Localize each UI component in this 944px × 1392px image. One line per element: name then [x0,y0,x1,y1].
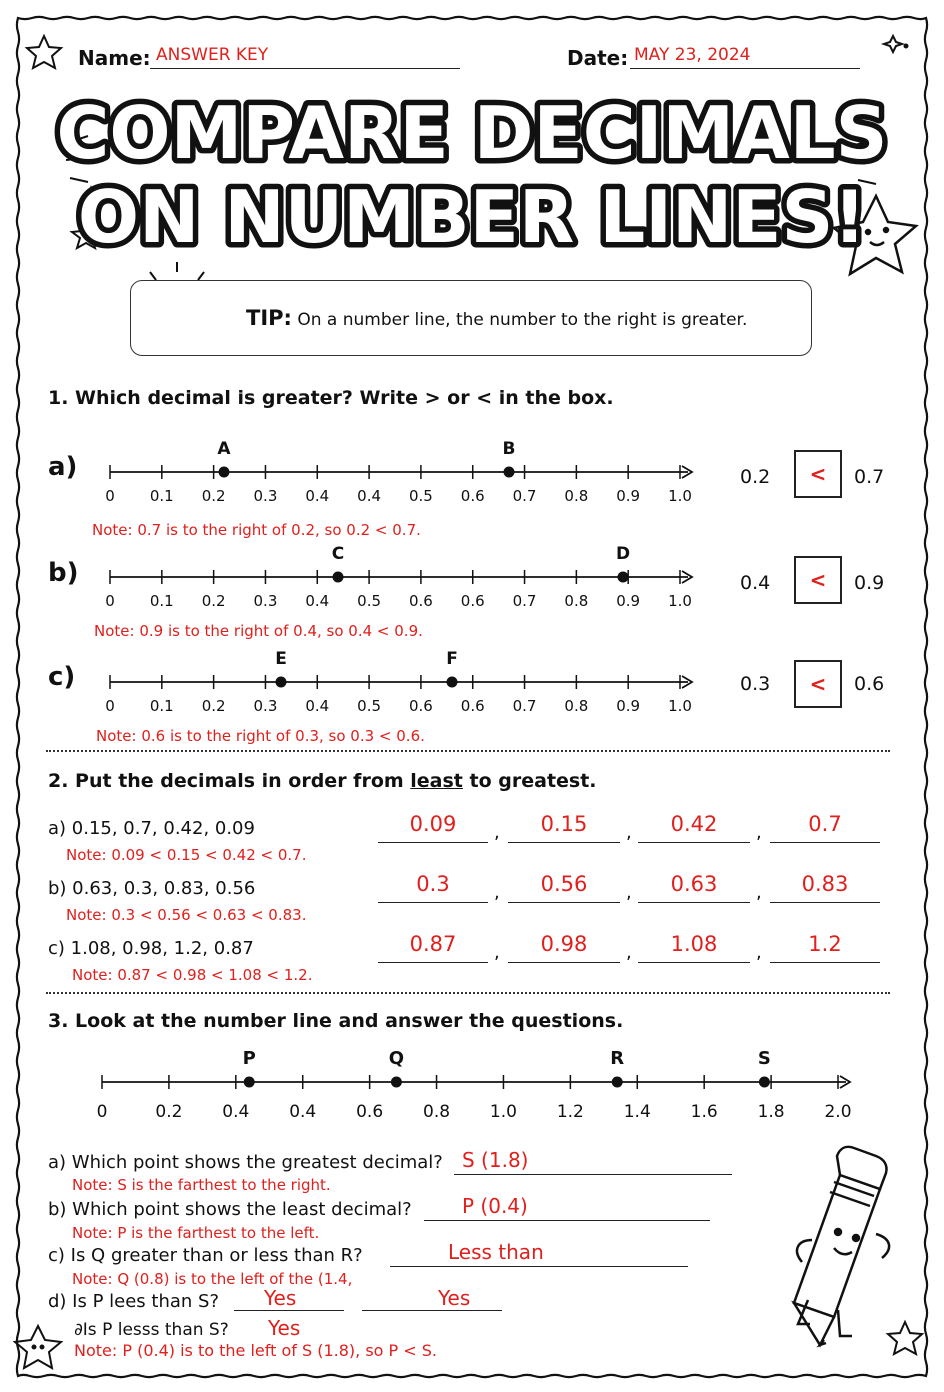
q1c-note: Note: 0.6 is to the right of 0.3, so 0.3 < 0.6. [96,727,425,745]
q1-2-tick-label: 0.4 [305,697,330,715]
q1b-right: 0.9 [854,572,885,594]
title-line-1: COMPARE DECIMALS [56,91,888,175]
answer-line [234,1310,344,1311]
separator: , [626,822,632,843]
q2-answer[interactable]: 0.87 [409,932,457,956]
separator: , [494,942,500,963]
q1-2-point-label: E [275,649,287,669]
q1-0-point-label: B [502,439,516,459]
q2-answer[interactable]: 0.42 [670,812,718,836]
tip-label: TIP: [246,306,292,330]
q1-2-tick-label: 0.7 [512,697,537,715]
q3-final-note: Note: P (0.4) is to the left of S (1.8), so P < S. [74,1341,437,1360]
q2-heading-post: to greatest. [462,770,597,792]
q1-2-tick-label: 0.9 [616,697,641,715]
q3-tick-label: 0.8 [423,1102,451,1122]
q3d-answer-2[interactable]: Yes [438,1286,471,1310]
date-label: Date: [567,46,629,70]
q1-2-tick-label: 0.6 [460,697,485,715]
q2-prompt: b) 0.63, 0.3, 0.83, 0.56 [48,878,256,899]
q3c-note: Note: Q (0.8) is to the left of the (1.4, [72,1270,353,1288]
q1-0-tick-label: 0.6 [460,487,485,505]
q3-extra-question: ∂Is P lesss than S? [74,1320,229,1340]
q1a-left: 0.2 [740,466,771,488]
q1-2-tick-label: 0.1 [149,697,174,715]
q1-0-tick-label: 0.3 [253,487,278,505]
q3-extra-answer[interactable]: Yes [268,1316,301,1340]
q1-0-tick-label: 0.9 [616,487,641,505]
q3a-note: Note: S is the farthest to the right. [72,1176,331,1194]
q3b-question: b) Which point shows the least decimal? [48,1199,412,1220]
q2-answer[interactable]: 0.3 [416,872,450,896]
q3-heading: 3. Look at the number line and answer the questions. [48,1010,624,1032]
q1-heading: 1. Which decimal is greater? Write > or < in the box. [48,387,614,409]
tip-text: On a number line, the number to the right is greater. [297,310,748,330]
q1-0-tick-label: 0.4 [357,487,382,505]
title-line-2: ON NUMBER LINES! [77,175,867,259]
q3-tick-label: 2.0 [824,1102,852,1122]
q1-2-tick-label: 0.6 [408,697,433,715]
q3-tick-label: 0 [96,1102,108,1122]
answer-line [424,1220,710,1221]
q3-point-label: S [757,1048,771,1069]
q3-point [391,1077,402,1088]
q3-tick-label: 0.4 [222,1102,250,1122]
q2-answer[interactable]: 0.63 [670,872,718,896]
q1-1-tick-label: 1.0 [668,592,692,610]
answer-line [362,1310,502,1311]
q2-heading-underlined: least [410,770,463,792]
q3c-question: c) Is Q greater than or less than R? [48,1245,363,1266]
q1-0-tick-label: 0.1 [149,487,174,505]
name-label: Name: [78,46,151,70]
q2-heading-pre: 2. Put the decimals in order from [48,770,411,792]
q3d-answer[interactable]: Yes [264,1286,297,1310]
q1-1-tick-label: 0.3 [253,592,278,610]
q3b-answer[interactable]: P (0.4) [462,1194,528,1218]
q1-0-tick-label: 1.0 [668,487,692,505]
q1-0-point-label: A [217,439,231,459]
q1-1-point-label: C [331,544,345,564]
q1-2-tick-label: 0.3 [253,697,278,715]
q1c-left: 0.3 [740,673,771,695]
q1a-note: Note: 0.7 is to the right of 0.2, so 0.2 < 0.7. [92,521,421,539]
q1-0-tick-label: 0.7 [512,487,537,505]
q1-1-tick-label: 0.5 [357,592,382,610]
separator: , [756,882,762,903]
name-field[interactable]: ANSWER KEY [156,45,269,65]
q3a-answer[interactable]: S (1.8) [462,1148,529,1172]
q1-1-point-label: D [615,544,631,564]
q1c-label: c) [48,662,76,692]
q2-answer[interactable]: 1.2 [808,932,842,956]
q1-0-tick-label: 0 [105,487,115,505]
separator: , [494,882,500,903]
q3-point [244,1077,255,1088]
q3-tick-label: 1.0 [489,1102,517,1122]
separator: , [494,822,500,843]
q3c-answer[interactable]: Less than [448,1240,544,1264]
separator: , [626,882,632,903]
separator: , [626,942,632,963]
q1-1-tick-label: 0.2 [201,592,226,610]
q1-2-point-label: F [446,649,458,669]
separator: , [756,822,762,843]
q2-answer[interactable]: 0.15 [540,812,588,836]
q1b-label: b) [48,558,79,588]
q2-answer[interactable]: 0.83 [801,872,849,896]
q1-1-tick-label: 0.4 [305,592,330,610]
q3-tick-label: 1.2 [556,1102,584,1122]
q1b-left: 0.4 [740,572,771,594]
q1-2-tick-label: 0.5 [357,697,382,715]
q1-0-tick-label: 0.4 [305,487,330,505]
q3-point-label: P [242,1048,256,1069]
answer-line [390,1266,688,1267]
q1-0-tick-label: 0.5 [408,487,433,505]
q2-answer[interactable]: 0.98 [540,932,588,956]
date-field[interactable]: MAY 23, 2024 [634,45,751,65]
q1-2-tick-label: 1.0 [668,697,692,715]
q2-prompt: a) 0.15, 0.7, 0.42, 0.09 [48,818,255,839]
q1-2-tick-label: 0.8 [564,697,589,715]
q1-1-tick-label: 0 [105,592,115,610]
q3-point [759,1077,770,1088]
q1-1-tick-label: 0.6 [460,592,485,610]
q1-1-tick-label: 0.8 [564,592,589,610]
q3-tick-label: 1.4 [623,1102,651,1122]
q3-point-label: R [610,1048,625,1069]
q3-tick-label: 0.6 [356,1102,384,1122]
q3d-question: d) Is P lees than S? [48,1291,220,1312]
answer-line [454,1174,732,1175]
q3-tick-label: 0.2 [155,1102,183,1122]
separator: , [756,942,762,963]
q1-1-tick-label: 0.1 [149,592,174,610]
q1c-right: 0.6 [854,673,885,695]
q3-tick-label: 1.6 [690,1102,718,1122]
q1c-answer-box[interactable]: < [794,660,842,708]
q2-prompt: c) 1.08, 0.98, 1.2, 0.87 [48,938,254,959]
q1a-answer-box[interactable]: < [794,450,842,498]
q2-answer[interactable]: 0.56 [540,872,588,896]
q3b-note: Note: P is the farthest to the left. [72,1224,320,1242]
q1-1-tick-label: 0.7 [512,592,537,610]
q3-tick-label: 0.4 [289,1102,317,1122]
q1a-right: 0.7 [854,466,885,488]
q3-tick-label: 1.8 [757,1102,785,1122]
q2-note: Note: 0.87 < 0.98 < 1.08 < 1.2. [72,966,313,984]
q3-point-label: Q [388,1048,405,1069]
q1-0-tick-label: 0.2 [201,487,226,505]
q1-2-tick-label: 0 [105,697,115,715]
q1b-note: Note: 0.9 is to the right of 0.4, so 0.4 < 0.9. [94,622,423,640]
q1a-label: a) [48,452,78,482]
q2-answer[interactable]: 0.7 [808,812,842,836]
q3-point [612,1077,623,1088]
q1b-answer-box[interactable]: < [794,556,842,604]
q2-answer[interactable]: 0.09 [409,812,457,836]
q2-note: Note: 0.09 < 0.15 < 0.42 < 0.7. [66,846,307,864]
q1-2-tick-label: 0.2 [201,697,226,715]
q1-0-tick-label: 0.8 [564,487,589,505]
q2-answer[interactable]: 1.08 [670,932,718,956]
q2-note: Note: 0.3 < 0.56 < 0.63 < 0.83. [66,906,307,924]
q1-1-tick-label: 0.9 [616,592,641,610]
q1-1-tick-label: 0.6 [408,592,433,610]
q3a-question: a) Which point shows the greatest decimal? [48,1152,443,1173]
